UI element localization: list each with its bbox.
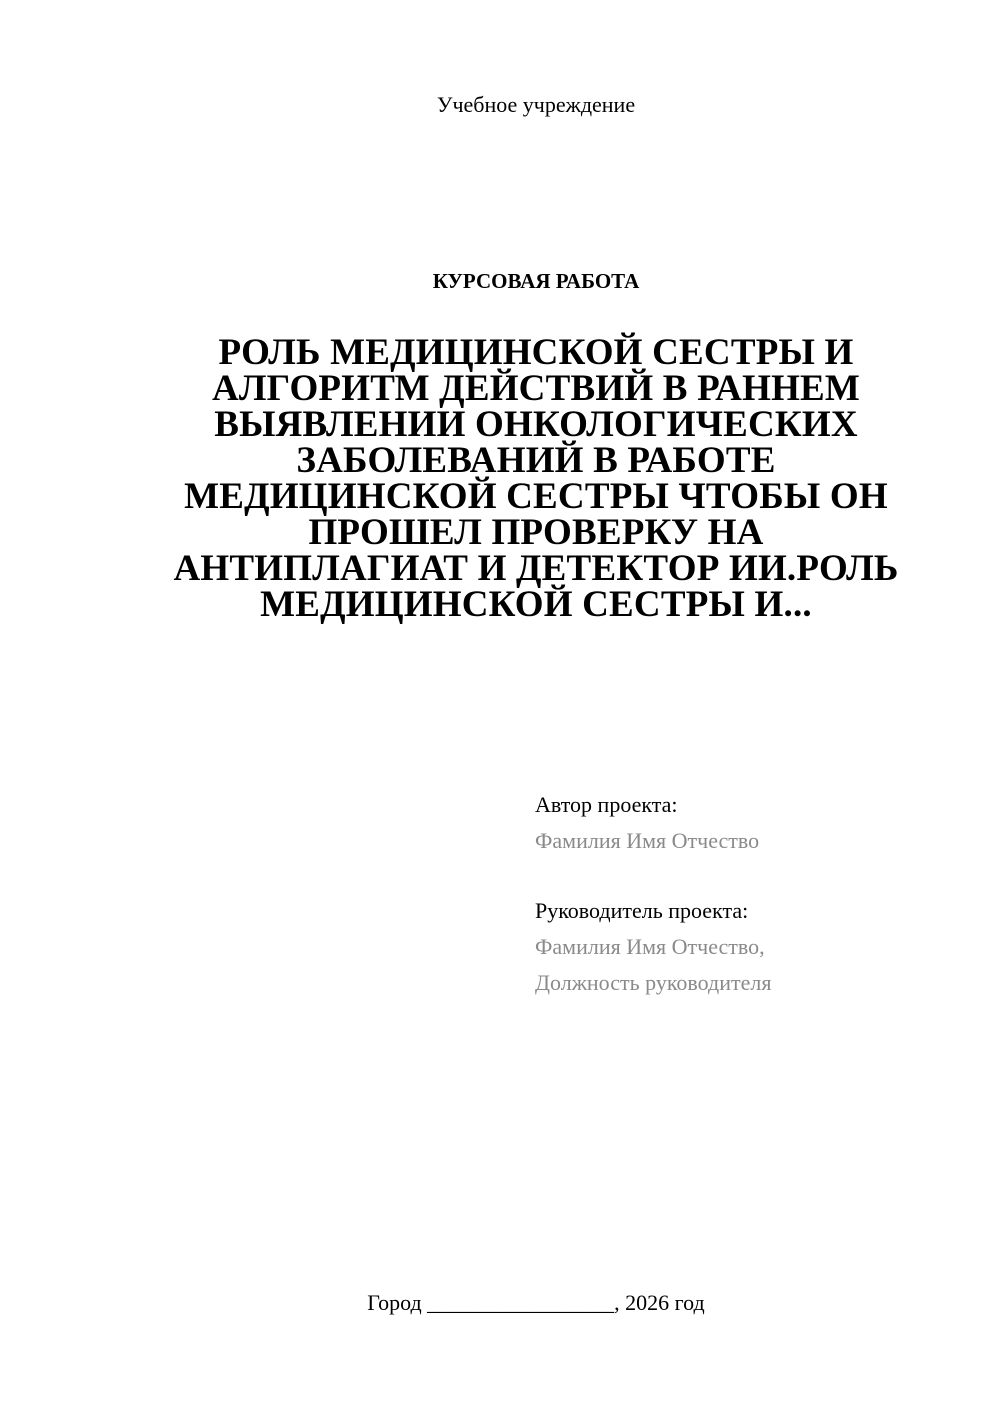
title-line: АЛГОРИТМ ДЕЙСТВИЙ В РАННЕМ xyxy=(211,368,861,409)
supervisor-block xyxy=(535,893,771,1001)
supervisor-position-placeholder: Должность руководителя xyxy=(535,970,772,995)
author-label: Автор проекта: xyxy=(535,792,678,817)
supervisor-name-placeholder: Фамилия Имя Отчество, xyxy=(535,934,765,959)
title-line: МЕДИЦИНСКОЙ СЕСТРЫ И... xyxy=(260,584,812,625)
city-year-footer: Город _________________, 2026 год xyxy=(367,1290,705,1315)
title-line: РОЛЬ МЕДИЦИНСКОЙ СЕСТРЫ И xyxy=(218,332,854,373)
work-type-heading: КУРСОВАЯ РАБОТА xyxy=(432,269,640,293)
title-line: ПРОШЕЛ ПРОВЕРКУ НА xyxy=(308,512,764,553)
title-line: МЕДИЦИНСКОЙ СЕСТРЫ ЧТОБЫ ОН xyxy=(184,476,888,517)
author-block xyxy=(535,787,759,859)
supervisor-label: Руководитель проекта: xyxy=(535,898,749,923)
title-line: ВЫЯВЛЕНИИ ОНКОЛОГИЧЕСКИХ xyxy=(214,404,858,445)
title-line: ЗАБОЛЕВАНИЙ В РАБОТЕ xyxy=(296,440,776,481)
document-title xyxy=(130,332,942,625)
title-line: АНТИПЛАГИАТ И ДЕТЕКТОР ИИ.РОЛЬ xyxy=(173,548,899,589)
author-name-placeholder: Фамилия Имя Отчество xyxy=(535,828,760,853)
institution-name: Учебное учреждение xyxy=(436,92,636,117)
